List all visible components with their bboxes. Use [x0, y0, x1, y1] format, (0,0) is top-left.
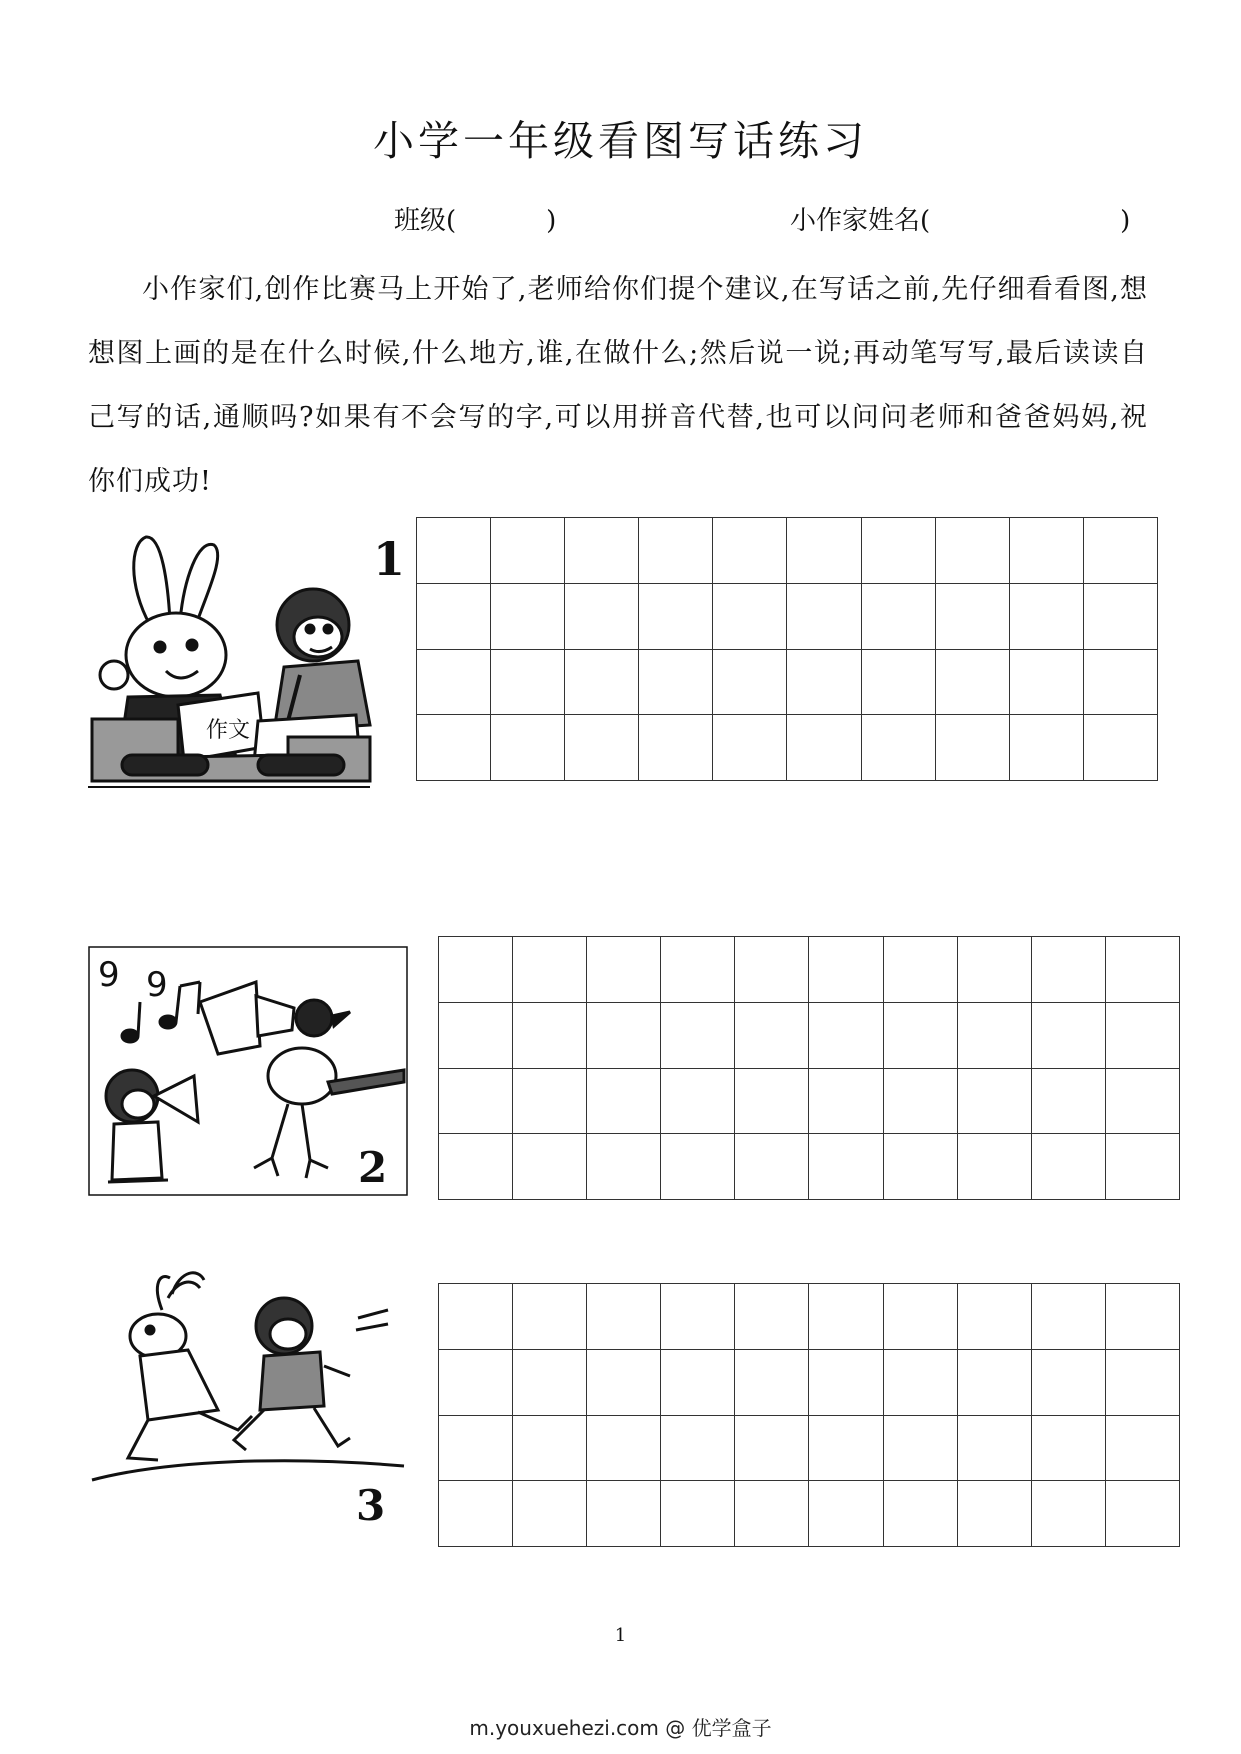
class-field-label: 班级( — [394, 206, 457, 236]
writing-cell[interactable] — [884, 1069, 958, 1135]
worksheet-title: 小学一年级看图写话练习 — [373, 117, 868, 165]
writing-cell[interactable] — [513, 1284, 587, 1350]
writing-cell[interactable] — [565, 518, 639, 584]
writing-cell[interactable] — [417, 584, 491, 650]
writing-cell[interactable] — [1032, 1416, 1106, 1482]
writing-cell[interactable] — [713, 715, 787, 781]
writing-cell[interactable] — [735, 1069, 809, 1135]
writing-cell[interactable] — [884, 1134, 958, 1200]
writing-cell[interactable] — [491, 584, 565, 650]
writing-cell[interactable] — [713, 650, 787, 716]
writing-cell[interactable] — [661, 937, 735, 1003]
writing-cell[interactable] — [1106, 937, 1180, 1003]
svg-text:9: 9 — [146, 965, 168, 1005]
writing-cell[interactable] — [587, 1284, 661, 1350]
writing-cell[interactable] — [884, 937, 958, 1003]
writing-cell[interactable] — [661, 1069, 735, 1135]
page-number: 1 — [614, 1625, 627, 1646]
writing-cell[interactable] — [958, 1284, 1032, 1350]
writing-cell[interactable] — [787, 584, 861, 650]
writing-cell[interactable] — [513, 1416, 587, 1482]
writing-grid-3[interactable] — [438, 1283, 1180, 1547]
writing-cell[interactable] — [809, 1069, 883, 1135]
writing-cell[interactable] — [513, 1134, 587, 1200]
writing-cell[interactable] — [1084, 584, 1158, 650]
writing-cell[interactable] — [1032, 1284, 1106, 1350]
motion-lines-icon — [356, 1310, 388, 1330]
writing-cell[interactable] — [565, 650, 639, 716]
footer-source: m.youxuehezi.com @ 优学盒子 — [469, 1716, 772, 1740]
writing-cell[interactable] — [1010, 650, 1084, 716]
writing-cell[interactable] — [809, 1284, 883, 1350]
writing-cell[interactable] — [587, 1350, 661, 1416]
writing-cell[interactable] — [513, 937, 587, 1003]
writing-cell[interactable] — [1084, 518, 1158, 584]
writing-cell[interactable] — [439, 1003, 513, 1069]
writing-cell[interactable] — [1106, 1481, 1180, 1547]
writing-cell[interactable] — [417, 518, 491, 584]
writing-cell[interactable] — [1106, 1069, 1180, 1135]
svg-text:9: 9 — [98, 955, 120, 995]
writing-cell[interactable] — [1106, 1134, 1180, 1200]
writing-cell[interactable] — [884, 1416, 958, 1482]
writing-cell[interactable] — [884, 1284, 958, 1350]
writing-cell[interactable] — [809, 1003, 883, 1069]
writing-cell[interactable] — [1010, 584, 1084, 650]
picture-1 — [88, 525, 418, 795]
name-field-close: ) — [1120, 206, 1131, 236]
writing-cell[interactable] — [1032, 1003, 1106, 1069]
picture-3 — [88, 1270, 408, 1530]
writing-cell[interactable] — [513, 1350, 587, 1416]
writing-cell[interactable] — [587, 1003, 661, 1069]
writing-cell[interactable] — [661, 1481, 735, 1547]
writing-cell[interactable] — [587, 1416, 661, 1482]
deer-illustration — [128, 1273, 252, 1460]
writing-cell[interactable] — [417, 715, 491, 781]
writing-cell[interactable] — [713, 518, 787, 584]
writing-cell[interactable] — [1010, 715, 1084, 781]
writing-cell[interactable] — [735, 1481, 809, 1547]
picture-3-number: 3 — [356, 1481, 386, 1530]
writing-cell[interactable] — [958, 1134, 1032, 1200]
writing-cell[interactable] — [639, 650, 713, 716]
writing-cell[interactable] — [513, 1003, 587, 1069]
writing-cell[interactable] — [735, 1350, 809, 1416]
picture-1-number: 1 — [373, 532, 406, 586]
writing-cell[interactable] — [661, 1134, 735, 1200]
monkey-running — [234, 1298, 350, 1450]
writing-cell[interactable] — [587, 937, 661, 1003]
writing-cell[interactable] — [1084, 715, 1158, 781]
writing-cell[interactable] — [565, 584, 639, 650]
writing-cell[interactable] — [958, 1416, 1032, 1482]
writing-cell[interactable] — [661, 1003, 735, 1069]
writing-cell[interactable] — [439, 1134, 513, 1200]
writing-cell[interactable] — [809, 937, 883, 1003]
writing-cell[interactable] — [958, 1481, 1032, 1547]
writing-cell[interactable] — [862, 715, 936, 781]
writing-cell[interactable] — [958, 937, 1032, 1003]
writing-cell[interactable] — [439, 1350, 513, 1416]
class-field-close: ) — [546, 206, 557, 236]
writing-cell[interactable] — [491, 715, 565, 781]
writing-cell[interactable] — [884, 1003, 958, 1069]
writing-cell[interactable] — [661, 1416, 735, 1482]
book-label: 作文 — [206, 718, 251, 743]
writing-cell[interactable] — [1032, 1069, 1106, 1135]
writing-cell[interactable] — [936, 518, 1010, 584]
writing-cell[interactable] — [735, 1416, 809, 1482]
writing-grid-1[interactable] — [416, 517, 1158, 781]
picture-2 — [88, 946, 408, 1196]
writing-cell[interactable] — [587, 1069, 661, 1135]
writing-cell[interactable] — [661, 1284, 735, 1350]
monkey-illustration — [274, 589, 370, 731]
writing-cell[interactable] — [735, 937, 809, 1003]
writing-cell[interactable] — [787, 518, 861, 584]
writing-cell[interactable] — [1084, 650, 1158, 716]
writing-cell[interactable] — [661, 1350, 735, 1416]
writing-cell[interactable] — [1106, 1284, 1180, 1350]
writing-cell[interactable] — [809, 1481, 883, 1547]
writing-cell[interactable] — [439, 1416, 513, 1482]
writing-cell[interactable] — [809, 1416, 883, 1482]
writing-cell[interactable] — [862, 518, 936, 584]
writing-cell[interactable] — [735, 1284, 809, 1350]
writing-cell[interactable] — [1106, 1416, 1180, 1482]
name-field — [790, 200, 1130, 237]
writing-cell[interactable] — [884, 1481, 958, 1547]
writing-cell[interactable] — [491, 650, 565, 716]
writing-cell[interactable] — [587, 1134, 661, 1200]
writing-cell[interactable] — [1032, 1350, 1106, 1416]
writing-cell[interactable] — [639, 518, 713, 584]
writing-cell[interactable] — [513, 1481, 587, 1547]
writing-cell[interactable] — [639, 715, 713, 781]
writing-cell[interactable] — [862, 650, 936, 716]
writing-cell[interactable] — [1106, 1350, 1180, 1416]
writing-cell[interactable] — [1032, 937, 1106, 1003]
writing-cell[interactable] — [1032, 1134, 1106, 1200]
writing-cell[interactable] — [565, 715, 639, 781]
writing-cell[interactable] — [809, 1350, 883, 1416]
writing-cell[interactable] — [439, 1481, 513, 1547]
writing-cell[interactable] — [735, 1003, 809, 1069]
class-field — [394, 200, 556, 237]
writing-cell[interactable] — [1106, 1003, 1180, 1069]
writing-cell[interactable] — [639, 584, 713, 650]
ground-line — [92, 1461, 404, 1480]
writing-cell[interactable] — [809, 1134, 883, 1200]
writing-cell[interactable] — [958, 1003, 1032, 1069]
writing-cell[interactable] — [491, 518, 565, 584]
writing-cell[interactable] — [958, 1350, 1032, 1416]
writing-cell[interactable] — [1032, 1481, 1106, 1547]
picture-2-number: 2 — [358, 1143, 388, 1192]
writing-cell[interactable] — [936, 584, 1010, 650]
writing-cell[interactable] — [787, 715, 861, 781]
writing-cell[interactable] — [439, 1284, 513, 1350]
writing-cell[interactable] — [936, 715, 1010, 781]
instructions-paragraph: 小作家们,创作比赛马上开始了,老师给你们提个建议,在写话之前,先仔细看看图,想想图上画的是在什么时候,什么地方,谁,在做什么;然后说一说;再动笔写写,最后读读自己写的话,通顺吗?如果有不会写的字,可以用拼音代替,也可以问问老师和爸爸妈妈,祝你们成功! — [88, 274, 1148, 497]
writing-cell[interactable] — [513, 1069, 587, 1135]
writing-grid-2[interactable] — [438, 936, 1180, 1200]
writing-cell[interactable] — [1010, 518, 1084, 584]
writing-cell[interactable] — [439, 937, 513, 1003]
writing-cell[interactable] — [936, 650, 1010, 716]
name-field-label: 小作家姓名( — [790, 206, 931, 236]
writing-cell[interactable] — [884, 1350, 958, 1416]
writing-cell[interactable] — [787, 650, 861, 716]
writing-cell[interactable] — [958, 1069, 1032, 1135]
writing-cell[interactable] — [713, 584, 787, 650]
writing-cell[interactable] — [439, 1069, 513, 1135]
writing-cell[interactable] — [735, 1134, 809, 1200]
writing-cell[interactable] — [587, 1481, 661, 1547]
writing-cell[interactable] — [862, 584, 936, 650]
writing-cell[interactable] — [417, 650, 491, 716]
